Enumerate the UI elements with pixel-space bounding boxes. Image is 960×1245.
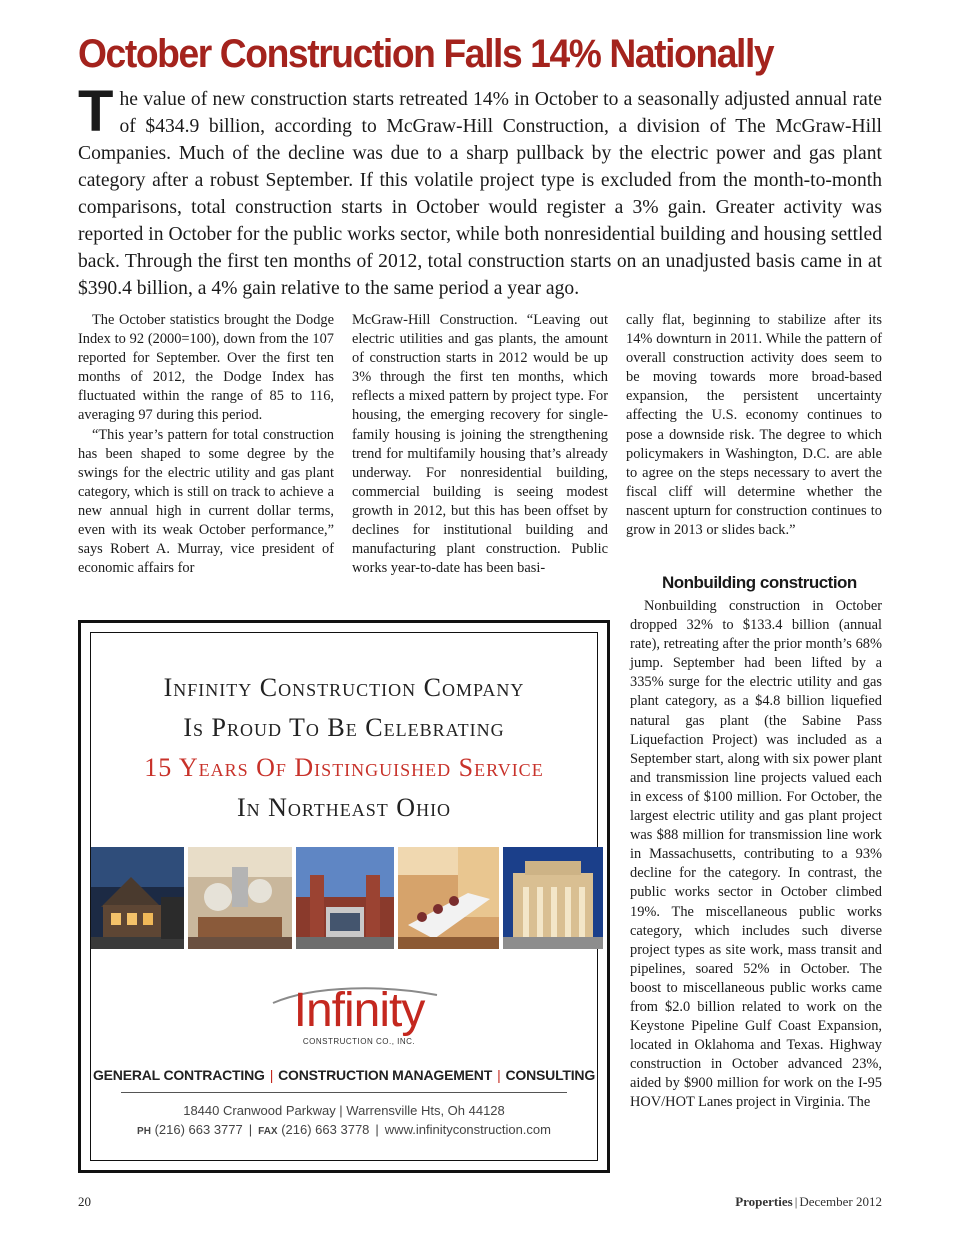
service-general-contracting: GENERAL CONTRACTING	[92, 1067, 265, 1083]
body-paragraph: The October statistics brought the Dodge Index to 92 (2000=100), down from the 107 reported for September. Over the first ten months of 2012, the Dodge Index has fluctuated within the range of 85 to 116, averaging 97 during this period.	[78, 312, 334, 424]
service-consulting: CONSULTING	[505, 1067, 596, 1083]
separator: |	[497, 1067, 501, 1083]
body-paragraph: McGraw-Hill Construction. “Leaving out electric utilities and gas plants, the amount of construction starts in 2012 would be up 3% through the first ten months, which reflects a mixed pattern by project type. For housing, the emerging recovery for single-family housing is joining the strengthening trend for multifamily housing that’s already underway. For nonresidential building, commercial building is seeing modest growth in 2012, but this has been offset by declines for institutional building and manufacturing plant construction. Public works year-to-date has been basi-	[352, 312, 608, 577]
fax-number: (216) 663 3778	[281, 1122, 370, 1137]
photo-columned-building	[503, 847, 603, 949]
ad-tagline: Is Proud To Be Celebrating	[183, 713, 505, 742]
service-construction-management: CONSTRUCTION MANAGEMENT	[278, 1067, 493, 1083]
article-intro	[78, 79, 882, 302]
separator: |	[248, 1122, 253, 1137]
ad-contact	[91, 1122, 597, 1137]
magazine-name: Properties	[735, 1194, 793, 1209]
ad-company-name: Infinity Construction Company	[163, 673, 525, 702]
website-link[interactable]: www.infinityconstruction.com	[384, 1122, 551, 1137]
photo-conference-room	[398, 847, 499, 949]
drop-cap: T	[78, 79, 114, 144]
ad-inner-frame	[90, 632, 598, 1161]
page-number: 20	[78, 1194, 91, 1209]
body-column-1	[78, 311, 334, 578]
publication-footer	[735, 1194, 882, 1210]
intro-text: he value of new construction starts retreated 14% in October to a seasonally adjusted annual rate of $434.9 billion, according to McGraw-Hill Construction, a division of The McGraw-Hill Companies. Much of the decline was due to a sharp pullback by the electric power and gas plant category after a robust September. If this volatile project type is excluded from the month-to-month comparisons, total construction starts in October would register a 3% gain. Greater activity was reported in October for the public works sector, while both nonresidential building and housing settled back. Through the first ten months of 2012, total construction starts on an unadjusted basis came in at $390.4 billion, a 4% gain relative to the same period a year ago.	[78, 89, 882, 299]
ad-location: In Northeast Ohio	[236, 793, 452, 822]
section-subhead: Nonbuilding construction	[662, 573, 857, 592]
ad-photo-strip	[91, 847, 597, 949]
phone-number: (216) 663 3777	[154, 1122, 243, 1137]
body-paragraph: cally flat, beginning to stabilize after its 14% downturn in 2011. While the pattern of overall construction activity does seem to be moving towards more broad-based expansion, the persistent uncertainty affecting the U.S. economy continues to pose a downside risk. The degree to which policymakers in Washington, D.C. are able to agree on the steps necessary to avert the fiscal cliff will determine whether the nascent upturn for construction continues to grow in 2013 or slides back.”	[626, 312, 882, 539]
separator: |	[375, 1122, 379, 1137]
article-headline: October Construction Falls 14% Nationally	[78, 32, 774, 76]
body-paragraph: Nonbuilding construction in October dropped 32% to $133.4 billion (annual rate), retreating after the prior month’s 68% jump. September had been lifted by a 335% surge for the electric utility and gas plant category, as a $4.8 billion liquefied natural gas plant (the Sabine Pass Liquefaction Project) was included as a September start, along with six power plant and transmission line projects valued each in excess of $100 million. For October, the largest electric utility and gas plant project was $88 million for transmission line work in Massachusetts, contributing to a 93% decline for the category. In contrast, the public works sector in October climbed 19%. The miscellaneous public works category, which includes such diverse project types as site work, mass transit and pipelines, soared 52% in October. The boost to miscellaneous public works came from $2.0 billion related to work on the Keystone Pipeline Gulf Coast Expansion, located in Oklahoma and Texas. Highway construction in October advanced 23%, aided by $900 million for work on the I-95 HOV/HOT Lanes project in Virginia. The	[630, 598, 882, 1111]
body-column-2	[352, 311, 608, 578]
body-paragraph: “This year’s pattern for total construction has been shaped to some degree by the swings for the electric utility and gas plant category, which is still on track to achieve a new annual high in current dollar terms, even with its weak October performance,” says Robert A. Murray, vice president of economic affairs for	[78, 426, 334, 577]
separator: |	[269, 1067, 274, 1083]
body-column-3-top	[626, 311, 882, 540]
logo-subtitle: CONSTRUCTION CO., INC.	[302, 1037, 416, 1046]
body-column-3-bottom	[630, 597, 882, 1113]
photo-house-night	[91, 847, 184, 949]
services-line	[91, 1067, 597, 1083]
photo-interior-lab	[188, 847, 292, 949]
advertisement	[78, 620, 610, 1173]
fax-label: FAX	[258, 1126, 278, 1137]
phone-label: PH	[137, 1126, 151, 1137]
ad-divider	[121, 1092, 567, 1093]
issue-date: December 2012	[799, 1194, 882, 1209]
ad-anniversary: 15 Years Of Distinguished Service	[144, 753, 544, 782]
ad-address: 18440 Cranwood Parkway | Warrensville Hts, Oh 44128	[183, 1103, 505, 1118]
separator: |	[794, 1194, 798, 1209]
photo-school-building	[296, 847, 394, 949]
company-logo: Infinity	[293, 984, 425, 1037]
